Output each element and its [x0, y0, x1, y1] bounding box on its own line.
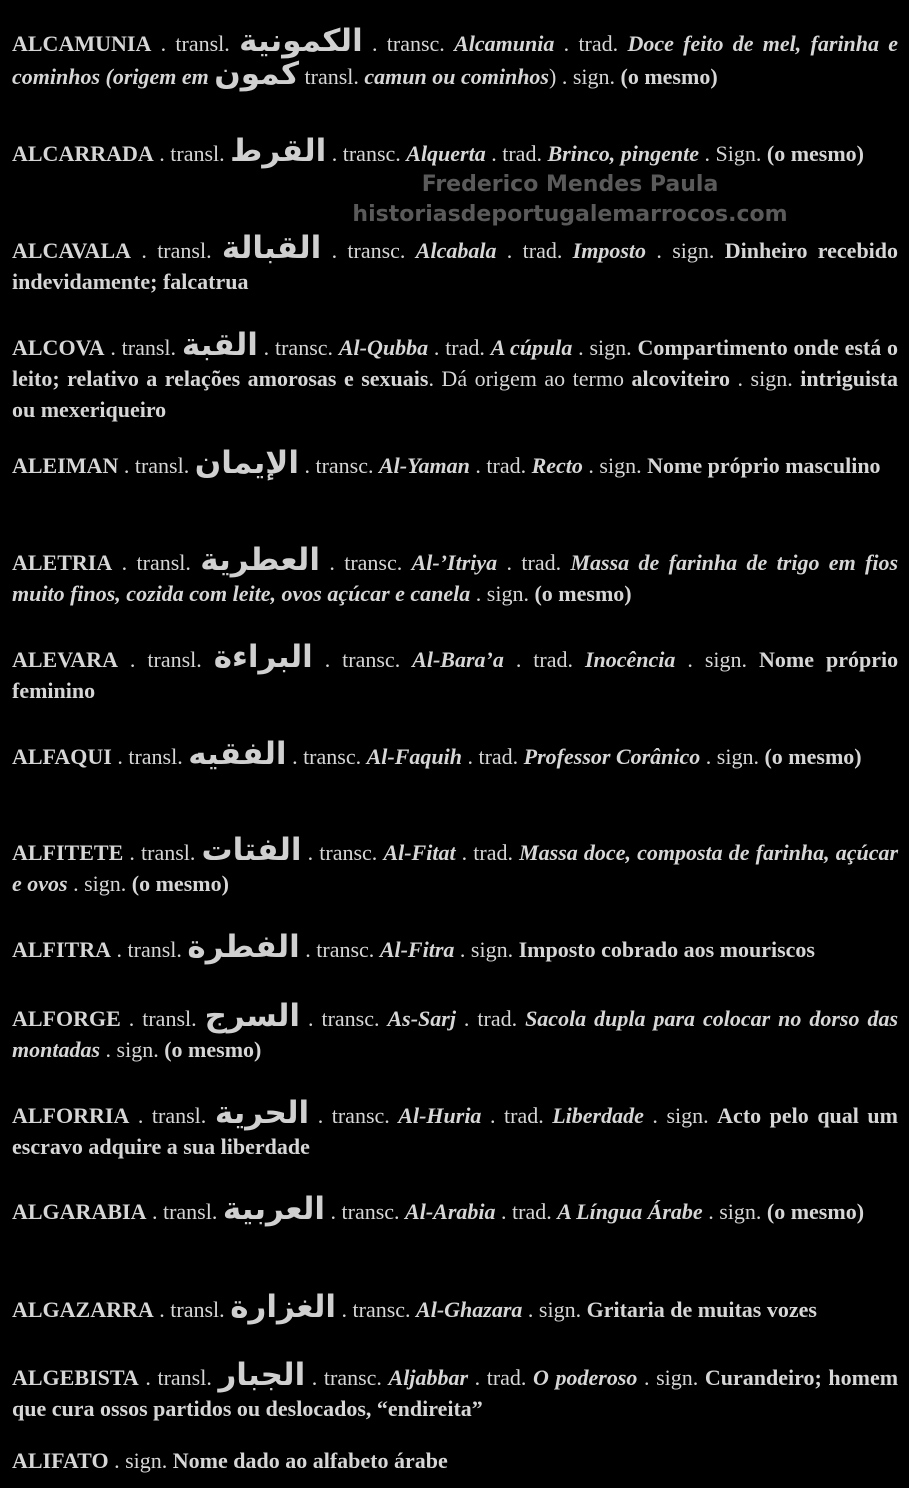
dictionary-entry: ALFITETE . transl. الفتات . transc. Al-Fitat . trad. Massa doce, composta de farinha, açúcar e ovos . sign. (o mesmo): [12, 832, 899, 896]
arabic-word: الفتات: [201, 832, 302, 868]
entry-transcription: Al-Arabia: [405, 1199, 496, 1224]
entry-meaning: Nome próprio masculino: [647, 453, 881, 478]
entry-word: ALFORRIA: [12, 1103, 130, 1128]
entry-translation: Professor Corânico: [523, 744, 701, 769]
entry-translation: Doce feito de mel, farinha e cominhos (origem em: [12, 31, 899, 89]
dictionary-entry: ALEVARA . transl. البراءة . transc. Al-Bara’a . trad. Inocência . sign. Nome próprio feminino: [12, 639, 899, 703]
entry-word: ALEIMAN: [12, 453, 119, 478]
entry-word: ALFAQUI: [12, 744, 112, 769]
dictionary-entry: ALGAZARRA . transl. الغزارة . transc. Al-Ghazara . sign. Gritaria de muitas vozes: [12, 1289, 817, 1325]
dictionary-entry: ALCOVA . transl. القبة . transc. Al-Qubba . trad. A cúpula . sign. Compartimento onde está o leito; relativo a relações amorosas e sexuais. Dá origem ao termo alcoviteiro . sign. intriguista ou mexeriqueiro: [12, 327, 899, 422]
arabic-word: الفطرة: [187, 929, 300, 965]
entry-translation: A cúpula: [490, 335, 573, 360]
entry-meaning: (o mesmo): [131, 871, 229, 896]
derived-word: alcoviteiro: [631, 366, 731, 391]
entry-word: ALCAMUNIA: [12, 31, 152, 56]
entry-word: ALETRIA: [12, 550, 113, 575]
entry-meaning: intriguista ou mexeriqueiro: [12, 366, 898, 422]
entry-meaning: Nome dado ao alfabeto árabe: [172, 1448, 448, 1473]
entry-transcription: Al-Huria: [398, 1103, 482, 1128]
dictionary-entry: ALGEBISTA . transl. الجبار . transc. Aljabbar . trad. O poderoso . sign. Curandeiro; homem que cura ossos partidos ou deslocados, “endireita”: [12, 1357, 899, 1421]
dictionary-entry: ALFITRA . transl. الفطرة . transc. Al-Fitra . sign. Imposto cobrado aos mouriscos: [12, 929, 815, 965]
entry-translation: Inocência: [584, 647, 676, 672]
entry-transcription: Al-Faquih: [366, 744, 462, 769]
entry-word: ALGARABIA: [12, 1199, 147, 1224]
arabic-word: القرط: [230, 133, 327, 169]
dictionary-entry: ALIFATO . sign. Nome dado ao alfabeto árabe: [12, 1448, 448, 1473]
entry-meaning: Acto pelo qual um escravo adquire a sua liberdade: [12, 1103, 898, 1159]
entry-word: ALGEBISTA: [12, 1365, 139, 1390]
entry-word: ALFITRA: [12, 937, 112, 962]
entry-transcription: Al-Yaman: [379, 453, 470, 478]
entry-translation: Imposto: [572, 238, 647, 263]
entry-transcription: Al-Bara’a: [412, 647, 504, 672]
arabic-word: السرج: [204, 998, 301, 1034]
entry-translation: Massa doce, composta de farinha, açúcar e ovos: [12, 840, 899, 896]
entry-meaning: (o mesmo): [764, 744, 862, 769]
arabic-word: القبالة: [221, 230, 322, 266]
entry-word: ALIFATO: [12, 1448, 109, 1473]
entry-transcription: Al-Fitat: [383, 840, 456, 865]
arabic-word: الإيمان: [194, 445, 299, 481]
arabic-word: القبة: [181, 327, 258, 363]
entry-meaning: Curandeiro; homem que cura ossos partidos ou deslocados, “endireita”: [12, 1365, 899, 1421]
entry-transcription: camun ou cominhos: [364, 64, 549, 89]
arabic-word: الكمونية: [239, 23, 363, 59]
entry-translation: A Língua Árabe: [557, 1199, 703, 1224]
arabic-word: الفقيه: [188, 736, 287, 772]
entry-meaning: (o mesmo): [620, 64, 718, 89]
entry-meaning: (o mesmo): [534, 581, 632, 606]
arabic-word: العطرية: [200, 542, 320, 578]
entry-meaning: (o mesmo): [164, 1037, 262, 1062]
watermark-site: historiasdeportugalemarrocos.com: [352, 202, 788, 227]
entry-transcription: Al-’Itriya: [411, 550, 498, 575]
entry-word: ALCOVA: [12, 335, 105, 360]
entry-transcription: Alcabala: [415, 238, 497, 263]
watermark-author: Frederico Mendes Paula: [421, 172, 719, 197]
dictionary-entry: ALFORRIA . transl. الحرية . transc. Al-Huria . trad. Liberdade . sign. Acto pelo qual um escravo adquire a sua liberdade: [12, 1095, 898, 1159]
dictionary-entry: ALGARABIA . transl. العربية . transc. Al-Arabia . trad. A Língua Árabe . sign. (o mesmo): [12, 1191, 865, 1227]
entry-transcription: Al-Fitra: [379, 937, 455, 962]
entry-meaning: (o mesmo): [766, 141, 865, 166]
arabic-word: الغزارة: [230, 1289, 337, 1325]
entry-transcription: Al-Qubba: [338, 335, 429, 360]
entry-transcription: Al-Ghazara: [416, 1297, 523, 1322]
entry-meaning: Imposto cobrado aos mouriscos: [518, 937, 815, 962]
entry-translation: Recto: [531, 453, 583, 478]
entry-word: ALFITETE: [12, 840, 124, 865]
entry-translation: Brinco, pingente: [547, 141, 700, 166]
entry-word: ALEVARA: [12, 647, 118, 672]
entry-translation: O poderoso: [533, 1365, 638, 1390]
entry-transcription: As-Sarj: [387, 1006, 456, 1031]
entry-meaning: Dinheiro recebido indevidamente; falcatrua: [12, 238, 899, 294]
entry-meaning: Compartimento onde está o leito; relativo a relações amorosas e sexuais: [12, 335, 899, 391]
entry-translation: Liberdade: [552, 1103, 644, 1128]
dictionary-entry: ALCARRADA . transl. القرط . transc. Alquerta . trad. Brinco, pingente . Sign. (o mesmo): [12, 133, 865, 169]
dictionary-entry: ALETRIA . transl. العطرية . transc. Al-’Itriya . trad. Massa de farinha de trigo em fios muito finos, cozida com leite, ovos açúcar e canela . sign. (o mesmo): [12, 542, 899, 606]
arabic-word: الحرية: [214, 1095, 310, 1131]
arabic-word: كمون: [214, 56, 299, 92]
transl-label: transl.: [175, 31, 230, 56]
dictionary-entry: ALCAVALA . transl. القبالة . transc. Alcabala . trad. Imposto . sign. Dinheiro recebido indevidamente; falcatrua: [12, 230, 899, 294]
arabic-word: البراءة: [213, 639, 313, 675]
entry-translation: Sacola dupla para colocar no dorso das montadas: [12, 1006, 899, 1062]
entry-transcription: Alquerta: [406, 141, 486, 166]
entry-transcription: Aljabbar: [388, 1365, 469, 1390]
entry-translation: Massa de farinha de trigo em fios muito finos, cozida com leite, ovos açúcar e canela: [12, 550, 899, 606]
entry-meaning: (o mesmo): [766, 1199, 865, 1224]
dictionary-entry: ALCAMUNIA . transl. الكمونية . transc. Alcamunia . trad. Doce feito de mel, farinha e cominhos (origem em كمون transl. camun ou cominhos) . sign. (o mesmo): [12, 23, 899, 92]
entry-word: ALFORGE: [12, 1006, 121, 1031]
entry-transcription: Alcamunia: [454, 31, 555, 56]
transc-label: transc.: [386, 31, 445, 56]
sign-label: sign.: [572, 64, 616, 89]
entry-meaning: Nome próprio feminino: [12, 647, 899, 703]
dictionary-entry: ALFORGE . transl. السرج . transc. As-Sarj . trad. Sacola dupla para colocar no dorso das montadas . sign. (o mesmo): [12, 998, 899, 1062]
arabic-word: العربية: [222, 1191, 326, 1227]
entry-word: ALCAVALA: [12, 238, 132, 263]
entry-word: ALCARRADA: [12, 141, 154, 166]
dictionary-entry: ALFAQUI . transl. الفقيه . transc. Al-Faquih . trad. Professor Corânico . sign. (o mesmo): [12, 736, 862, 772]
trad-label: trad.: [578, 31, 619, 56]
dictionary-entry: ALEIMAN . transl. الإيمان . transc. Al-Yaman . trad. Recto . sign. Nome próprio masculino: [12, 445, 881, 481]
arabic-word: الجبار: [218, 1357, 306, 1393]
entry-word: ALGAZARRA: [12, 1297, 154, 1322]
entry-meaning: Gritaria de muitas vozes: [586, 1297, 817, 1322]
